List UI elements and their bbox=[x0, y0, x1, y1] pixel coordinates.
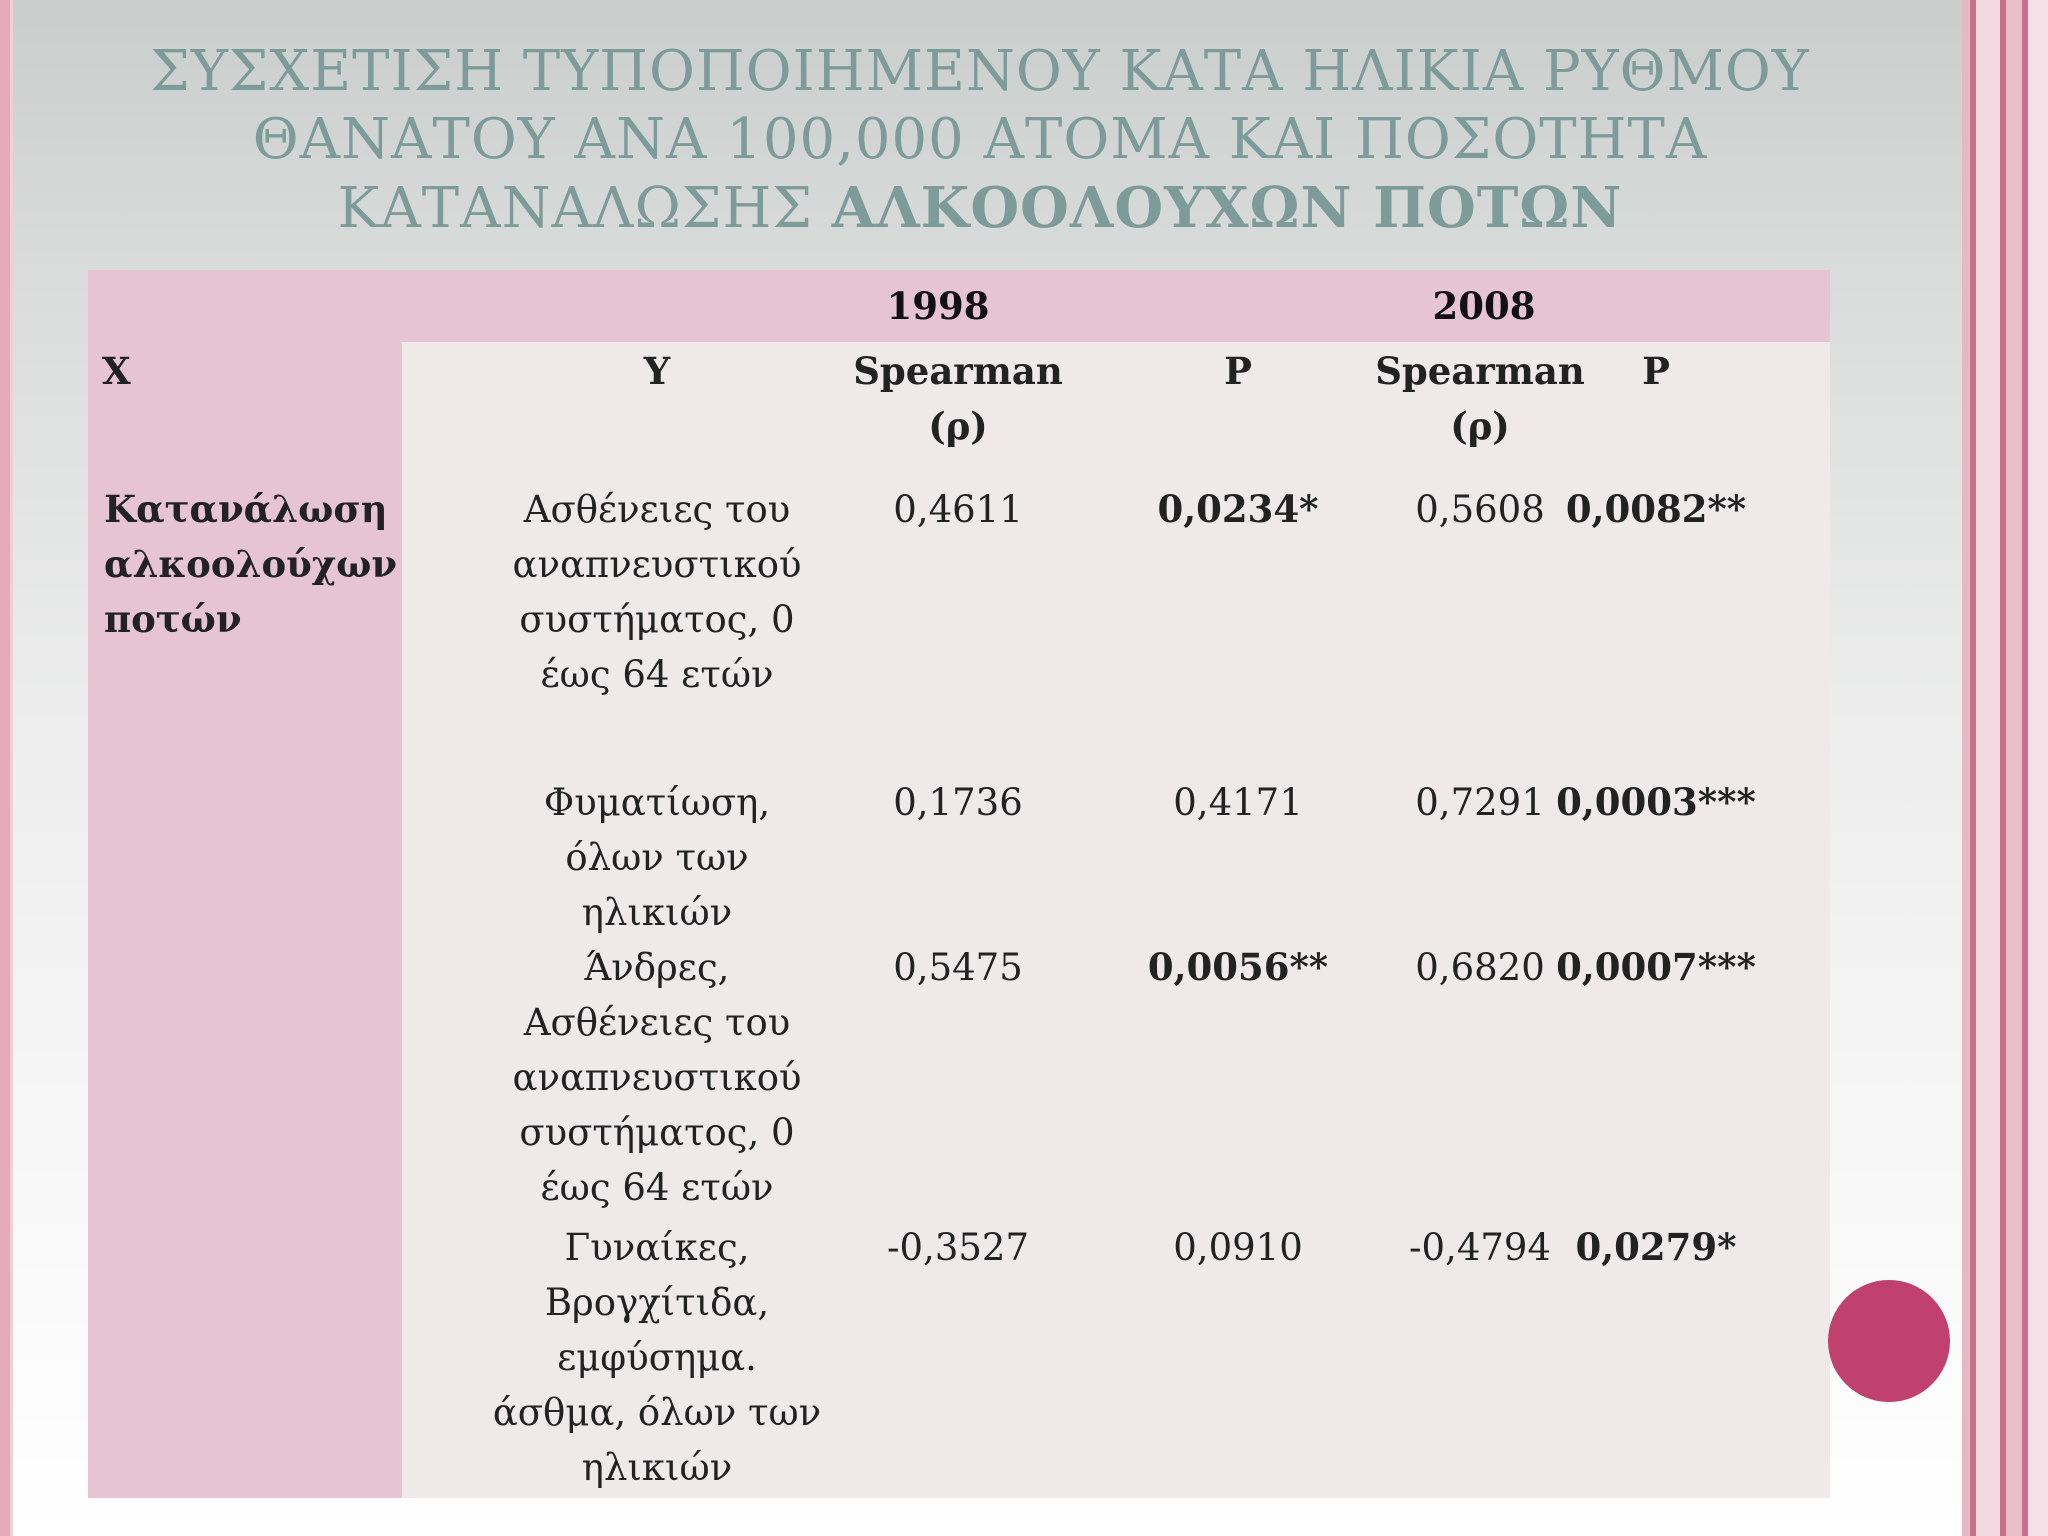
x-value-line: αλκοολούχων bbox=[104, 542, 398, 586]
p-1998-header: P bbox=[1224, 349, 1252, 393]
slide-title bbox=[90, 38, 1870, 243]
rho-2008-cell: 0,6820 bbox=[1415, 946, 1545, 989]
p-2008-header: P bbox=[1642, 349, 1670, 393]
x-column-band bbox=[88, 270, 402, 1498]
rho-2008-cell: 0,7291 bbox=[1415, 781, 1545, 824]
y-cell-line: ηλικιών bbox=[581, 1446, 733, 1489]
slide-title-bold: ΑΛΚΟΟΛΟΥΧΩΝ ΠΟΤΩΝ bbox=[831, 175, 1623, 241]
p-2008-cell: 0,0279* bbox=[1575, 1225, 1737, 1269]
spearman-1998-header: Spearman bbox=[853, 349, 1063, 393]
correlation-table bbox=[88, 270, 1830, 1498]
y-cell-line: άσθμα, όλων των bbox=[492, 1391, 822, 1434]
y-cell-line: έως 64 ετών bbox=[540, 653, 774, 696]
y-cell-line: συστήματος, 0 bbox=[519, 1111, 795, 1154]
p-1998-cell: 0,0056** bbox=[1147, 945, 1329, 989]
y-header: Y bbox=[643, 349, 671, 393]
y-cell-line: συστήματος, 0 bbox=[519, 598, 795, 641]
right-decorative-band bbox=[1976, 0, 2000, 1536]
p-1998-cell: 0,0910 bbox=[1173, 1226, 1303, 1269]
y-cell-line: εμφύσημα. bbox=[557, 1336, 757, 1379]
left-decorative-stripe bbox=[0, 0, 10, 1536]
spearman-2008-header: Spearman bbox=[1375, 349, 1585, 393]
p-2008-cell: 0,0007*** bbox=[1556, 945, 1756, 989]
year-1998-header: 1998 bbox=[886, 284, 990, 328]
y-cell-line: Γυναίκες, bbox=[564, 1226, 750, 1269]
right-decorative-band bbox=[1962, 0, 1970, 1536]
x-header: X bbox=[102, 349, 131, 393]
y-cell-line: ηλικιών bbox=[581, 891, 733, 934]
p-2008-cell: 0,0003*** bbox=[1556, 780, 1756, 824]
y-cell-line: Άνδρες, bbox=[584, 946, 730, 989]
rho-1998-cell: 0,4611 bbox=[893, 488, 1023, 531]
y-cell-line: Φυματίωση, bbox=[543, 781, 771, 824]
rho-1998-cell: 0,5475 bbox=[893, 946, 1023, 989]
rho-1998-cell: 0,1736 bbox=[893, 781, 1023, 824]
x-value-line: Κατανάλωση bbox=[104, 487, 388, 531]
x-value-line: ποτών bbox=[104, 597, 242, 641]
p-2008-cell: 0,0082** bbox=[1565, 487, 1747, 531]
left-decorative-stripe-inner bbox=[10, 0, 13, 1536]
year-2008-header: 2008 bbox=[1432, 284, 1536, 328]
y-cell-line: αναπνευστικού bbox=[512, 1056, 802, 1099]
y-cell-line: αναπνευστικού bbox=[512, 543, 802, 586]
y-cell-line: Ασθένειες του bbox=[523, 488, 791, 531]
slide-title-regular: ΣΥΣΧΕΤΙΣΗ ΤΥΠΟΠΟΙΗΜΕΝΟΥ ΚΑΤΑ ΗΛΙΚΙΑ ΡΥΘΜΟΥ ΘΑΝΑΤΟΥ ΑΝΑ 100,000 ΑΤΟΜΑ ΚΑΙ ΠΟΣΟΤΗΤΑ ΚΑΤΑΝΑΛΩΣΗΣ bbox=[150, 39, 1810, 241]
p-1998-cell: 0,0234* bbox=[1157, 487, 1319, 531]
p-1998-cell: 0,4171 bbox=[1173, 781, 1303, 824]
y-cell-line: όλων των bbox=[565, 836, 749, 879]
rho-2008-header: (ρ) bbox=[1450, 404, 1510, 448]
decorative-circle bbox=[1828, 1280, 1950, 1402]
right-decorative-band bbox=[2028, 0, 2048, 1536]
right-decorative-band bbox=[2006, 0, 2022, 1536]
rho-2008-cell: -0,4794 bbox=[1409, 1226, 1551, 1269]
rho-1998-cell: -0,3527 bbox=[887, 1226, 1029, 1269]
y-cell-line: Βρογχίτιδα, bbox=[544, 1281, 770, 1324]
rho-2008-cell: 0,5608 bbox=[1415, 488, 1545, 531]
y-cell-line: Ασθένειες του bbox=[523, 1001, 791, 1044]
rho-1998-header: (ρ) bbox=[928, 404, 988, 448]
y-cell-line: έως 64 ετών bbox=[540, 1166, 774, 1209]
